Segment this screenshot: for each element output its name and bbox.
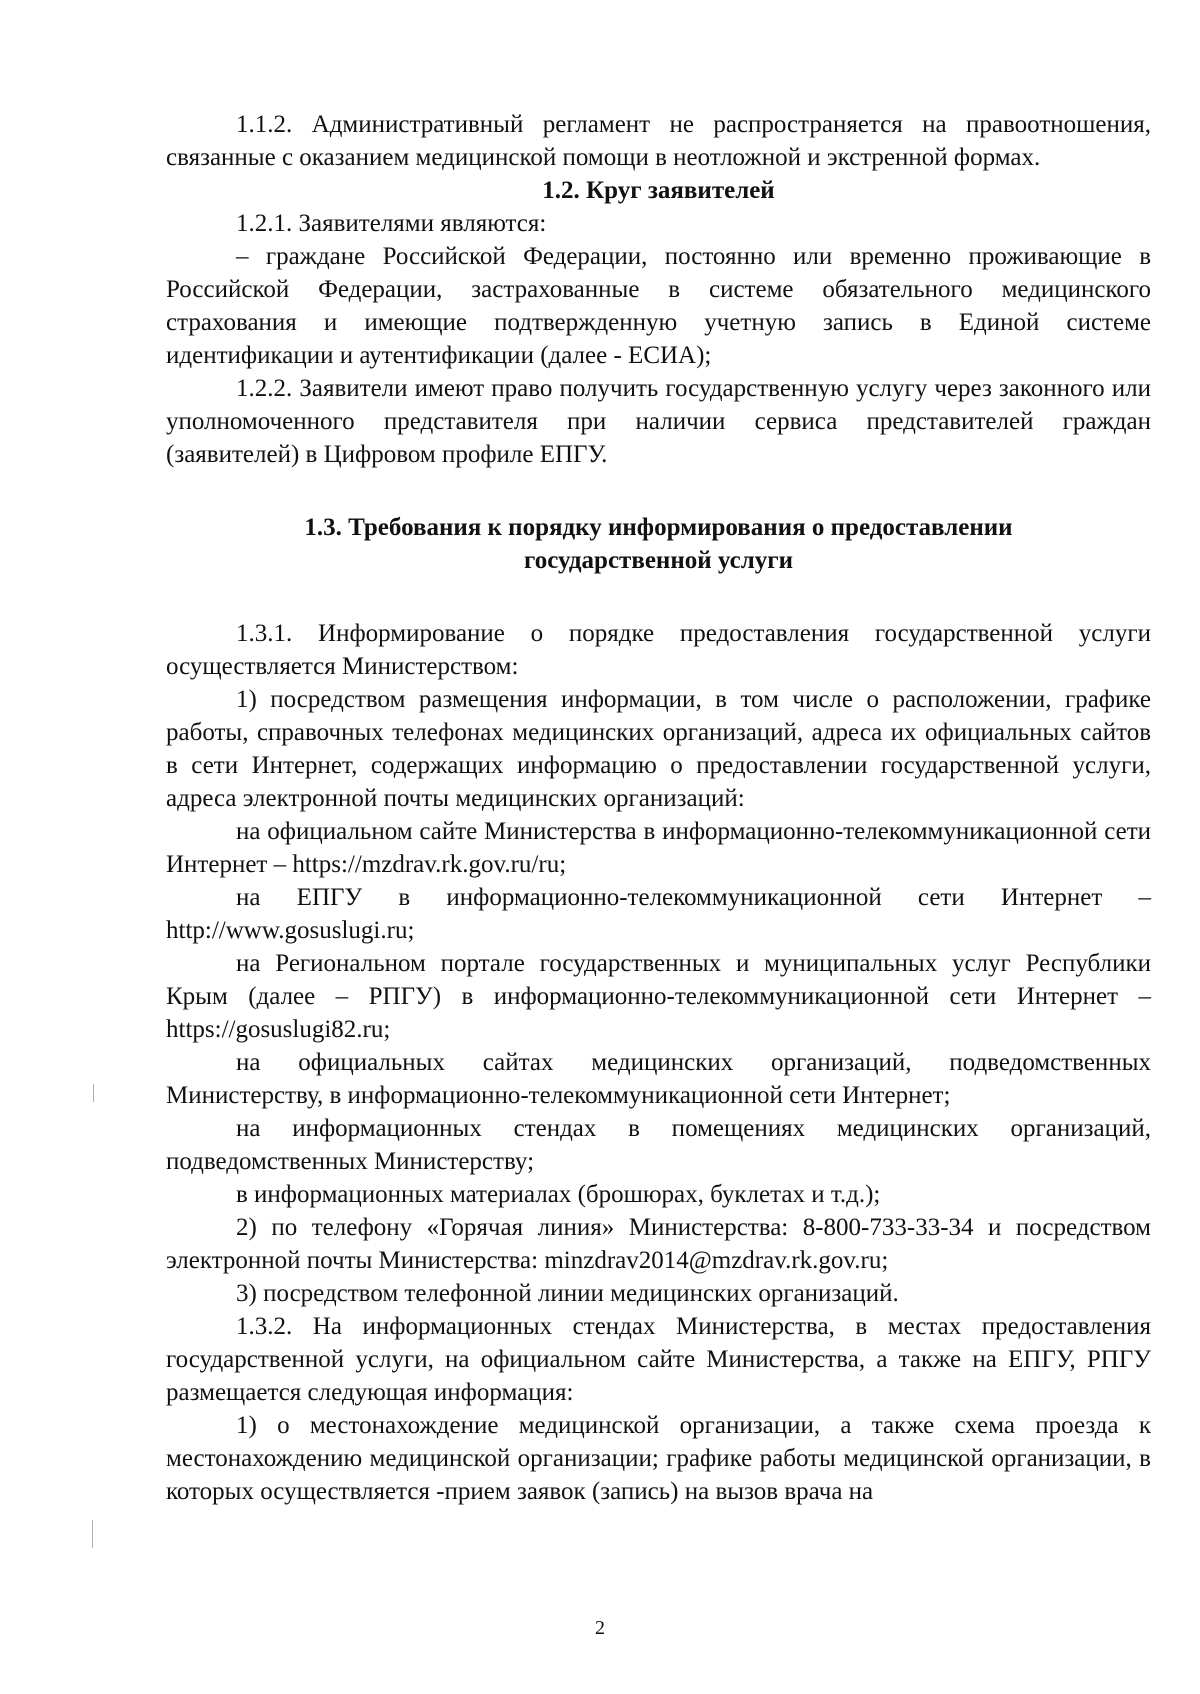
heading-1-3-line-2: государственной услуги: [523, 547, 794, 574]
heading-1-3-line-1: 1.3. Требования к порядку информирования о предоставлении: [304, 514, 1013, 541]
paragraph-item-2: 2) по телефону «Горячая линия» Министерства: 8-800-733-33-34 и посредством электронной почты Министерства: minzdrav2014@mzdrav.rk.gov.ru;: [166, 1214, 1151, 1274]
paragraph-med-sites: на официальных сайтах медицинских организаций, подведомственных Министерству, в информационно-телекоммуникационной сети Интернет;: [166, 1049, 1151, 1109]
paragraph-rpgu: на Региональном портале государственных и муниципальных услуг Республики Крым (далее – РПГУ) в информационно-телекоммуникационной сети Интернет – https://gosuslugi82.ru;: [166, 950, 1151, 1043]
paragraph-stands: на информационных стендах в помещениях медицинских организаций, подведомственных Министерству;: [166, 1115, 1151, 1175]
scan-mark-1: [93, 1084, 94, 1102]
heading-1-3: [166, 511, 1151, 577]
paragraph-epgu: на ЕПГУ в информационно-телекоммуникационной сети Интернет – http://www.gosuslugi.ru;: [166, 884, 1151, 944]
scan-mark-2: [92, 1520, 93, 1548]
paragraph-item-3: 3) посредством телефонной линии медицинских организаций.: [236, 1280, 899, 1307]
paragraph-1-2-2: 1.2.2. Заявители имеют право получить государственную услугу через законного или уполномоченного представителя при наличии сервиса представителей граждан (заявителей) в Цифровом профиле ЕПГУ.: [166, 375, 1151, 468]
paragraph-citizens: – граждане Российской Федерации, постоянно или временно проживающие в Российской Федерации, застрахованные в системе обязательного медицинского страхования и имеющие подтвержденную учетную запись в Единой системе идентификации и аутентификации (далее - ЕСИА);: [166, 243, 1151, 369]
paragraph-location: 1) о местонахождение медицинской организации, а также схема проезда к местонахождению медицинской организации; графике работы медицинской организации, в которых осуществляется -прием заявок (запись) на вызов врача на: [166, 1412, 1151, 1505]
document-page: [166, 108, 1151, 1508]
paragraph-1-1-2: 1.1.2. Административный регламент не распространяется на правоотношения, связанные с оказанием медицинской помощи в неотложной и экстренной формах.: [166, 111, 1151, 171]
paragraph-1-3-1: 1.3.1. Информирование о порядке предоставления государственной услуги осуществляется Министерством:: [166, 620, 1151, 680]
paragraph-1-3-2: 1.3.2. На информационных стендах Министерства, в местах предоставления государственной услуги, на официальном сайте Министерства, а также на ЕПГУ, РПГУ размещается следующая информация:: [166, 1313, 1151, 1406]
page-number: 2: [595, 1617, 605, 1639]
paragraph-materials: в информационных материалах (брошюрах, буклетах и т.д.);: [236, 1181, 881, 1208]
paragraph-1-2-1: 1.2.1. Заявителями являются:: [236, 210, 547, 237]
paragraph-item-1: 1) посредством размещения информации, в том числе о расположении, графике работы, справочных телефонах медицинских организаций, адреса их официальных сайтов в сети Интернет, содержащих информацию о предоставлении государственной услуги, адреса электронной почты медицинских организаций:: [166, 686, 1151, 812]
paragraph-ministry-site: на официальном сайте Министерства в информационно-телекоммуникационной сети Интернет – https://mzdrav.rk.gov.ru/ru;: [166, 818, 1151, 878]
heading-1-2: 1.2. Круг заявителей: [542, 177, 775, 204]
